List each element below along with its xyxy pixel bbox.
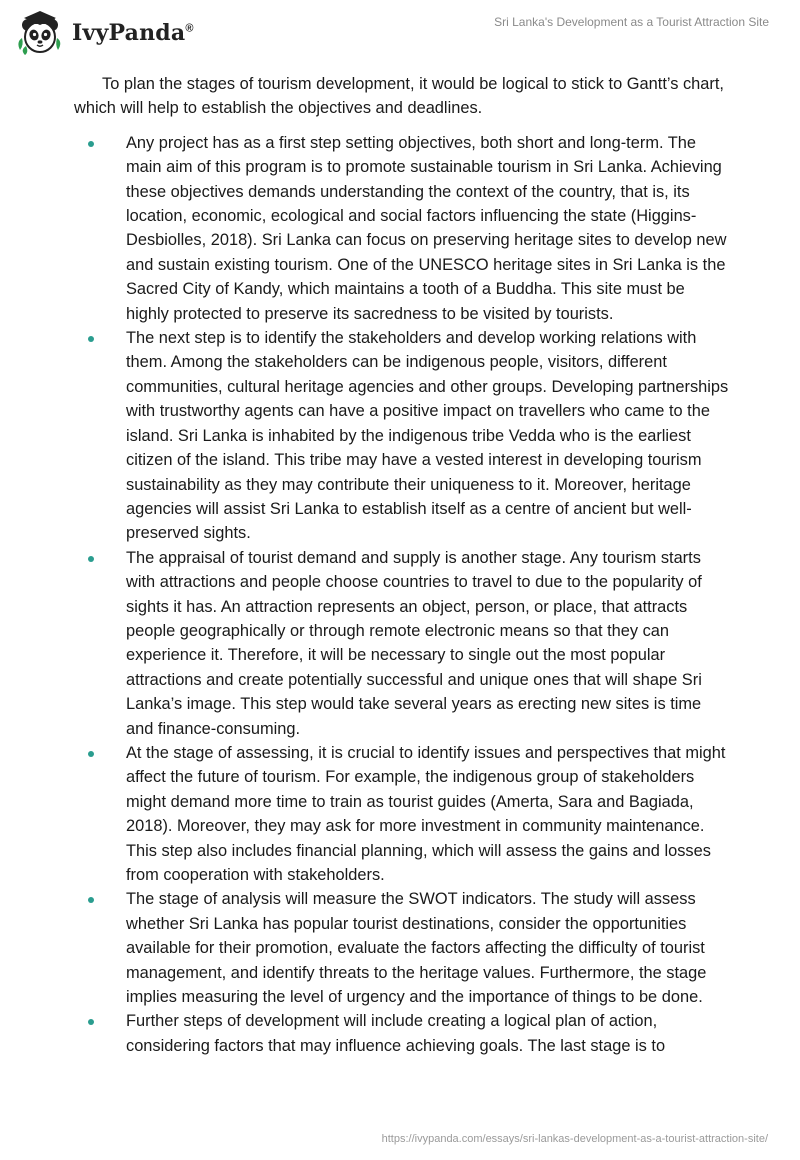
stages-list <box>74 131 730 1058</box>
bullet-dot <box>88 141 94 147</box>
bullet-dot <box>88 1019 94 1025</box>
list-item <box>74 131 730 326</box>
bullet-dot <box>88 897 94 903</box>
list-item <box>74 887 730 1009</box>
bullet-dot <box>88 336 94 342</box>
list-item <box>74 546 730 741</box>
registered-mark: ® <box>185 22 194 35</box>
logo-text: IvyPanda <box>72 20 186 46</box>
source-url[interactable]: https://ivypanda.com/essays/sri-lankas-development-as-a-tourist-attraction-site/ <box>381 1133 768 1145</box>
bullet-dot <box>88 751 94 757</box>
intro-paragraph: To plan the stages of tourism development, it would be logical to stick to Gantt’s chart, which will help to establish the objectives and deadlines. <box>74 75 724 118</box>
ivypanda-logo[interactable] <box>14 8 194 58</box>
panda-graduate-icon <box>14 8 66 58</box>
list-item <box>74 1009 730 1058</box>
list-item-text: The appraisal of tourist demand and supply is another stage. Any tourism starts with attractions and people choose countries to travel to due to the popularity of sights it has. An attraction represents an object, person, or place, that attracts people geographically or through remote electronic means so that they can experience it. Therefore, it will be necessary to single out the most popular attractions and create potentially successful and unique ones that will shape Sri Lanka’s image. This step would take several years as erecting new sites is time and finance-consuming. <box>126 548 702 738</box>
logo-wordmark <box>72 20 194 46</box>
running-title: Sri Lanka's Development as a Tourist Attraction Site <box>494 15 769 29</box>
page-header <box>0 0 800 70</box>
list-item-text: Any project has as a first step setting objectives, both short and long-term. The main aim of this program is to promote sustainable tourism in Sri Lanka. Achieving these objectives demands understanding the context of the country, that is, its location, economic, ecological and social factors influencing the state (Higgins-Desbiolles, 2018). Sri Lanka can focus on preserving heritage sites to develop new and sustain existing tourism. One of the UNESCO heritage sites in Sri Lanka is the Sacred City of Kandy, which maintains a tooth of a Buddha. This site must be highly protected to preserve its sacredness to be visited by tourists. <box>126 133 727 323</box>
list-item-text: The stage of analysis will measure the SWOT indicators. The study will assess whether Sri Lanka has popular tourist destinations, consider the opportunities available for their promotion, evaluate the factors affecting the difficulty of tourist management, and identify threats to the heritage values. Furthermore, the stage implies measuring the level of urgency and the importance of things to be done. <box>126 890 707 1007</box>
list-item-text: At the stage of assessing, it is crucial to identify issues and perspectives that might affect the future of tourism. For example, the indigenous group of stakeholders might demand more time to train as tourist guides (Amerta, Sara and Bagiada, 2018). Moreover, they may ask for more investment in community maintenance. This step also includes financial planning, which will assess the gains and losses from cooperation with stakeholders. <box>126 743 726 884</box>
bullet-dot <box>88 556 94 562</box>
list-item <box>74 741 730 887</box>
document-body <box>74 72 730 1058</box>
list-item-text: Further steps of development will include creating a logical plan of action, considering factors that may influence achieving goals. The last stage is to <box>126 1012 666 1055</box>
list-item-text: The next step is to identify the stakeholders and develop working relations with them. Among the stakeholders can be indigenous people, visitors, different communities, cultural heritage agencies and other groups. Developing partnerships with trustworthy agents can have a positive impact on travellers who came to the island. Sri Lanka is inhabited by the indigenous tribe Vedda who is the earliest citizen of the island. This tribe may have a vested interest in developing tourism sustainability as they may contribute their uniqueness to it. Moreover, heritage agencies will assist Sri Lanka to establish itself as a centre of ancient but well-preserved sights. <box>126 329 729 543</box>
list-item <box>74 326 730 546</box>
